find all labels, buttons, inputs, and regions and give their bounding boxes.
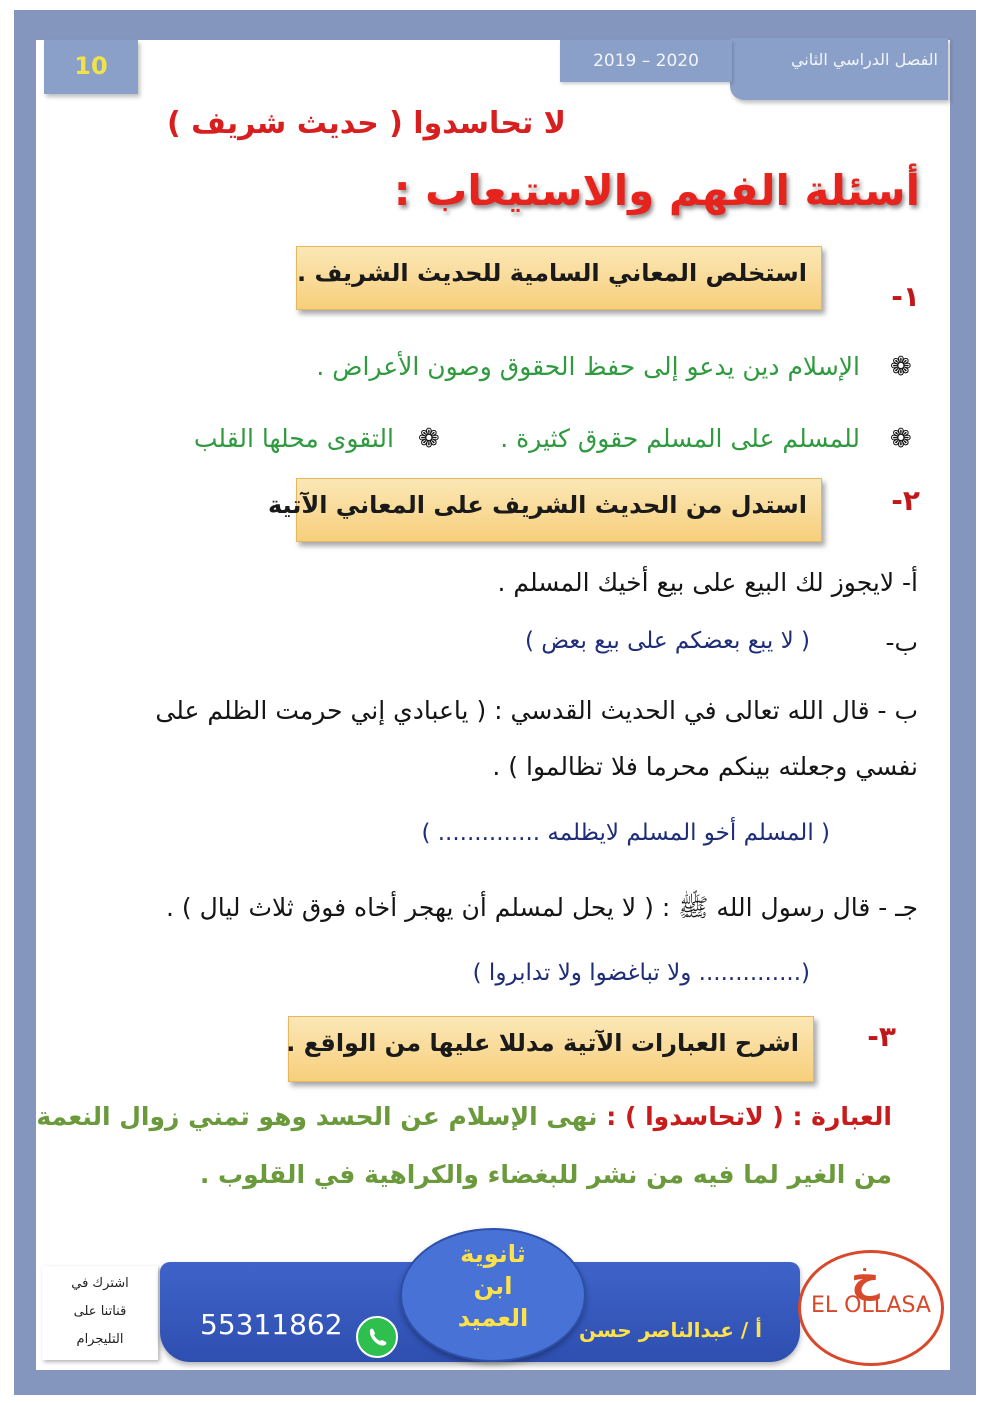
school-line-1: ثانوية [460, 1240, 526, 1268]
lesson-title: لا تحاسدوا ( حديث شريف ) [166, 106, 566, 141]
item-a-answer-label: ب- [885, 628, 918, 657]
school-line-3: العميد [457, 1304, 529, 1332]
phrase-quote: ( لاتحاسدوا ) : [606, 1102, 784, 1131]
year-label: 2019 – 2020 [593, 51, 699, 71]
school-line-2: ابن [473, 1272, 513, 1300]
item-a-answer: ( لا يبع بعضكم على بيع بعض ) [524, 628, 810, 654]
flower-bullet-icon: ❁ [890, 352, 912, 382]
question-1-number: ١- [891, 280, 920, 313]
phrase-explanation-2: من الغير لما فيه من نشر للبغضاء والكراهية في القلوب . [199, 1160, 892, 1189]
school-circle [400, 1228, 586, 1362]
item-b-text-line-1: ب - قال الله تعالى في الحديث القدسي : ( ياعبادي إني حرمت الظلم على [155, 696, 918, 725]
note-line-3: التليجرام [76, 1332, 124, 1347]
item-b-text-line-2: نفسي وجعلته بينكم محرما فلا تظالموا ) . [492, 752, 918, 781]
question-1-prompt: استخلص المعاني السامية للحديث الشريف . [297, 259, 807, 287]
answer-1-line-3: التقوى محلها القلب [193, 424, 394, 453]
teacher-name: أ / عبدالناصر حسن [579, 1318, 762, 1342]
year-box [560, 40, 732, 82]
question-3-box [288, 1016, 814, 1082]
question-3-number: ٣- [867, 1020, 896, 1053]
item-a-text: أ- لايجوز لك البيع على بيع أخيك المسلم . [497, 568, 918, 597]
section-heading: أسئلة الفهم والاستيعاب : [393, 166, 920, 215]
item-b-answer: ( المسلم أخو المسلم لايظلمه .............. ) [421, 820, 830, 846]
flower-bullet-icon: ❁ [418, 424, 440, 454]
phrase-label: العبارة : [792, 1102, 892, 1131]
page-number-box [44, 40, 138, 94]
question-1-box [296, 246, 822, 310]
page-number: 10 [74, 52, 108, 80]
flower-bullet-icon: ❁ [890, 424, 912, 454]
question-2-number: ٢- [891, 484, 920, 517]
term-label: الفصل الدراسي الثاني [790, 50, 938, 69]
logo-mark: خ [851, 1255, 880, 1301]
note-line-1: اشترك في [71, 1276, 129, 1291]
note-line-2: قناتنا على [73, 1304, 127, 1319]
logo-text: EL OLLASA [811, 1293, 931, 1318]
question-2-box [267, 478, 822, 542]
phone-number: 55311862 [200, 1308, 343, 1341]
telegram-note [42, 1266, 158, 1360]
answer-1-line-2: للمسلم على المسلم حقوق كثيرة . [500, 424, 860, 453]
item-c-answer: (.............. ولا تباغضوا ولا تدابروا ) [472, 960, 810, 986]
question-2-prompt: استدل من الحديث الشريف على المعاني الآتية [267, 491, 807, 519]
question-3-prompt: اشرح العبارات الآتية مدللا عليها من الواقع . [286, 1029, 799, 1057]
phrase-explanation-1: نهى الإسلام عن الحسد وهو تمني زوال النعمة [36, 1102, 598, 1131]
whatsapp-icon [356, 1316, 398, 1358]
answer-1-line-1: الإسلام دين يدعو إلى حفظ الحقوق وصون الأعراض . [316, 352, 860, 381]
elkhollasa-logo [798, 1250, 944, 1366]
phrase-line-1 [36, 1102, 892, 1131]
item-c-text: جـ - قال رسول الله ﷺ : ( لا يحل لمسلم أن يهجر أخاه فوق ثلاث ليال ) . [165, 893, 918, 922]
term-tab [730, 38, 948, 100]
